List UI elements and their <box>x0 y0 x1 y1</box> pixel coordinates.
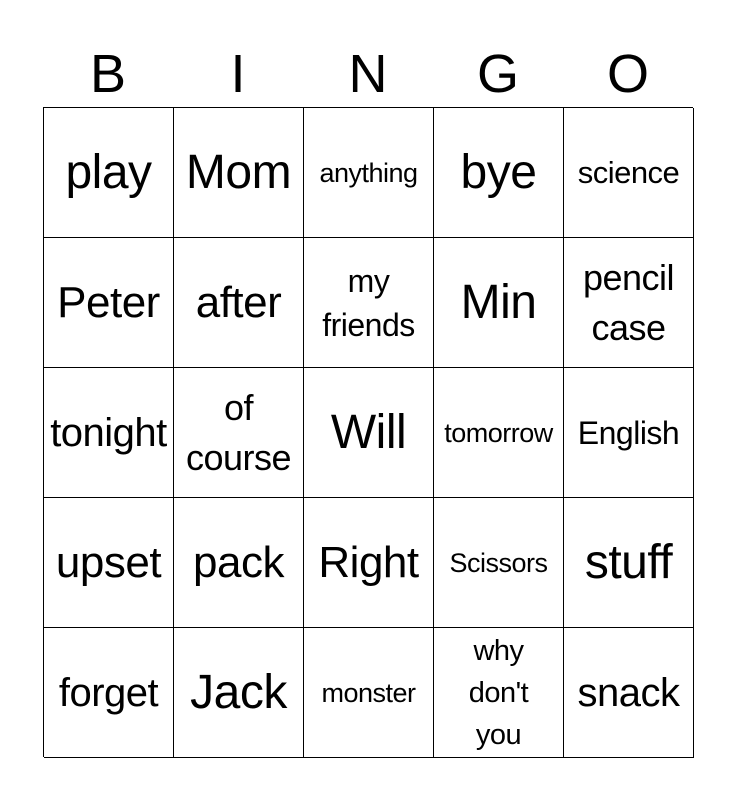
header-letter-n: N <box>348 44 388 104</box>
cell-text: monster <box>321 677 416 708</box>
bingo-cell-r1-c1 <box>44 108 174 238</box>
cell-text: of course <box>185 386 292 478</box>
cell-text: forget <box>58 670 159 715</box>
bingo-cell-r1-c2 <box>174 108 304 238</box>
cell-text: English <box>577 414 680 451</box>
cell-text: upset <box>55 537 162 587</box>
cell-text: Scissors <box>449 547 548 578</box>
cell-text: after <box>195 277 282 327</box>
cell-text: my friends <box>322 262 415 343</box>
header-letter-g: G <box>476 44 519 104</box>
bingo-cell-r5-c3 <box>304 628 434 758</box>
bingo-cell-r5-c2 <box>174 628 304 758</box>
cell-text: anything <box>319 157 418 188</box>
bingo-cell-r2-c3 <box>304 238 434 368</box>
bingo-cell-r4-c3 <box>304 498 434 628</box>
bingo-cell-r2-c4 <box>434 238 564 368</box>
bingo-cell-r4-c1 <box>44 498 174 628</box>
cell-text: pencil case <box>582 256 675 348</box>
bingo-header <box>43 40 693 108</box>
bingo-cell-r2-c1 <box>44 238 174 368</box>
bingo-cell-r3-c4 <box>434 368 564 498</box>
cell-text: Peter <box>57 277 160 327</box>
bingo-cell-r3-c1 <box>44 368 174 498</box>
bingo-cell-r4-c2 <box>174 498 304 628</box>
header-letter-b: B <box>89 44 127 104</box>
cell-text: science <box>577 154 680 190</box>
cell-text: play <box>65 145 152 199</box>
bingo-board <box>43 107 693 757</box>
cell-text: tonight <box>50 410 167 455</box>
bingo-cell-r4-c5 <box>564 498 694 628</box>
cell-text: Will <box>330 405 407 459</box>
cell-text: stuff <box>584 535 673 589</box>
bingo-cell-r3-c5 <box>564 368 694 498</box>
cell-text: snack <box>577 670 680 715</box>
bingo-cell-r2-c5 <box>564 238 694 368</box>
cell-text: pack <box>193 537 284 587</box>
bingo-cell-r5-c5 <box>564 628 694 758</box>
bingo-cell-r3-c2 <box>174 368 304 498</box>
cell-text: bye <box>460 145 537 199</box>
cell-text: Jack <box>190 665 287 719</box>
header-letter-o: O <box>606 44 649 104</box>
cell-text: why don't you <box>468 634 529 751</box>
cell-text: Right <box>318 537 419 587</box>
bingo-cell-r1-c5 <box>564 108 694 238</box>
bingo-cell-r1-c3 <box>304 108 434 238</box>
header-letter-i: I <box>230 44 246 104</box>
cell-text: Min <box>460 275 537 329</box>
bingo-cell-r4-c4 <box>434 498 564 628</box>
bingo-cell-r5-c4 <box>434 628 564 758</box>
bingo-cell-r2-c2 <box>174 238 304 368</box>
cell-text: Mom <box>185 145 292 199</box>
cell-text: tomorrow <box>444 417 553 448</box>
bingo-cell-r1-c4 <box>434 108 564 238</box>
bingo-cell-r3-c3 <box>304 368 434 498</box>
bingo-cell-r5-c1 <box>44 628 174 758</box>
